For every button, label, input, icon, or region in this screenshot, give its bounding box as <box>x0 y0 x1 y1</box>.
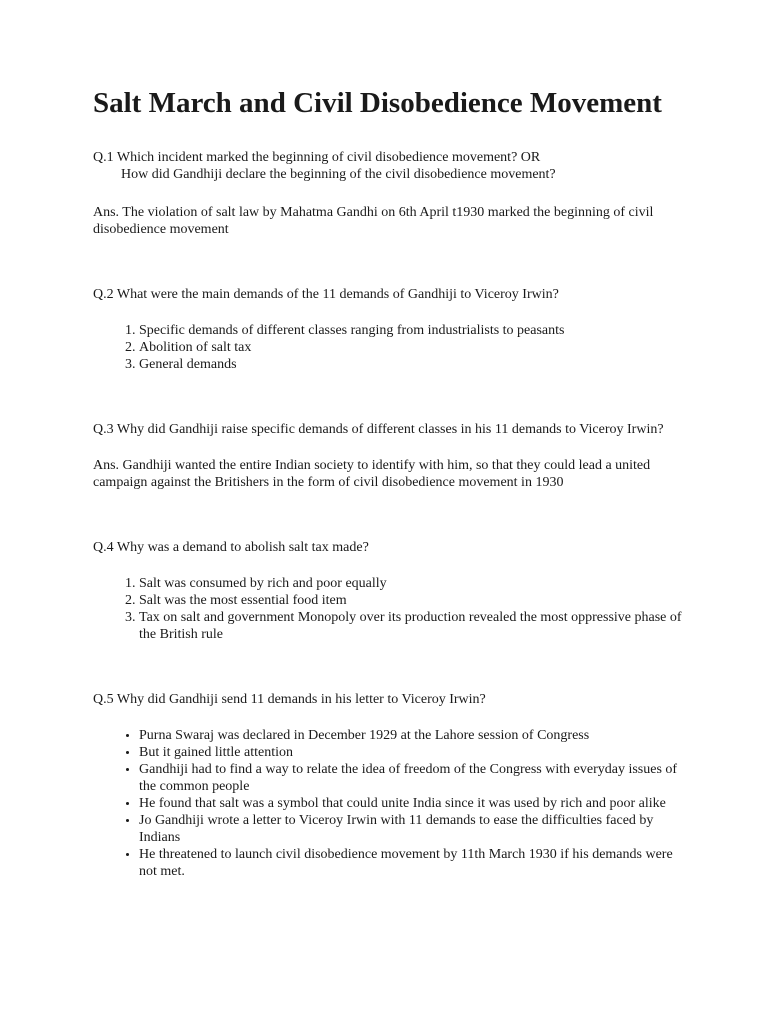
list-item: 1. Salt was consumed by rich and poor equally <box>139 575 683 592</box>
question-1-line-2: How did Gandhiji declare the beginning of the civil disobedience movement? <box>121 167 556 182</box>
question-3: Q.3 Why did Gandhiji raise specific demands of different classes in his 11 demands to Viceroy Irwin? <box>93 422 664 437</box>
document-page <box>93 86 683 880</box>
list-item: 3. Tax on salt and government Monopoly over its production revealed the most oppressive phase of the British rule <box>139 609 683 643</box>
list-item: • But it gained little attention <box>139 744 683 761</box>
list-item: 3. General demands <box>139 356 683 373</box>
question-2-list <box>93 322 683 373</box>
list-item: • He found that salt was a symbol that could unite India since it was used by rich and poor alike <box>139 795 683 812</box>
list-item: • He threatened to launch civil disobedience movement by 11th March 1930 if his demands were not met. <box>139 846 683 880</box>
question-2: Q.2 What were the main demands of the 11 demands of Gandhiji to Viceroy Irwin? <box>93 287 559 302</box>
document-title: Salt March and Civil Disobedience Movement <box>93 87 662 119</box>
question-1 <box>93 149 683 183</box>
question-4-list <box>93 575 683 643</box>
question-1-line-1: Q.1 Which incident marked the beginning of civil disobedience movement? OR <box>93 150 541 165</box>
list-item: • Purna Swaraj was declared in December 1929 at the Lahore session of Congress <box>139 727 683 744</box>
list-item: 1. Specific demands of different classes ranging from industrialists to peasants <box>139 322 683 339</box>
question-5-list <box>93 727 683 880</box>
list-item: 2. Abolition of salt tax <box>139 339 683 356</box>
answer-1: Ans. The violation of salt law by Mahatma Gandhi on 6th April t1930 marked the beginning of civil disobedience movement <box>93 205 654 237</box>
answer-3: Ans. Gandhiji wanted the entire Indian society to identify with him, so that they could lead a united campaign against the Britishers in the form of civil disobedience movement in 1930 <box>93 458 651 490</box>
list-item: 2. Salt was the most essential food item <box>139 592 683 609</box>
list-item: • Gandhiji had to find a way to relate the idea of freedom of the Congress with everyday issues of the common people <box>139 761 683 795</box>
question-5: Q.5 Why did Gandhiji send 11 demands in his letter to Viceroy Irwin? <box>93 692 486 707</box>
list-item: • Jo Gandhiji wrote a letter to Viceroy Irwin with 11 demands to ease the difficulties faced by Indians <box>139 812 683 846</box>
question-4: Q.4 Why was a demand to abolish salt tax made? <box>93 540 369 555</box>
